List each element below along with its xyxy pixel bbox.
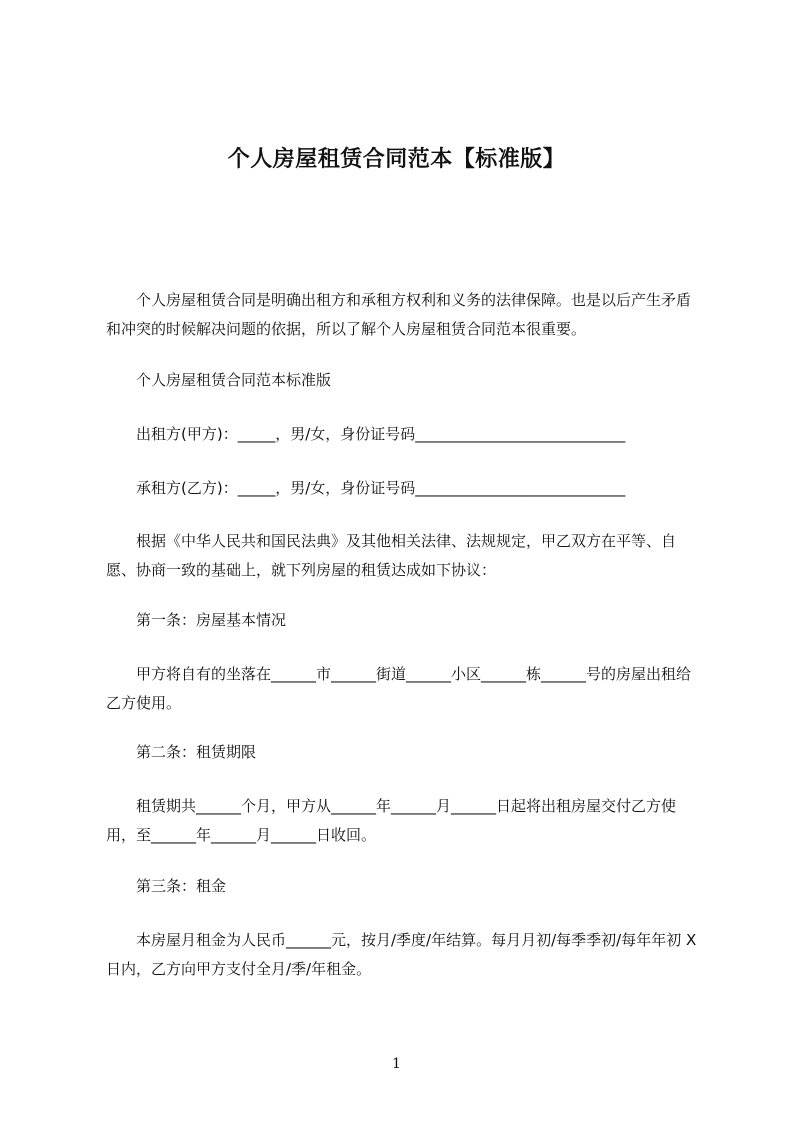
page-number: 1 — [392, 1056, 401, 1072]
article-2-content: 租赁期共______个月，甲方从______年______月______日起将出租房屋交付乙方使用，至______年______月______日收回。 — [106, 797, 677, 844]
intro-paragraph: 个人房屋租赁合同是明确出租方和承租方权利和义务的法律保障。也是以后产生矛盾和冲突的时候解决问题的依据，所以了解个人房屋租赁合同范本很重要。 — [106, 291, 692, 338]
article-3-content: 本房屋月租金为人民币______元，按月/季度/年结算。每月月初/每季季初/每年年初 X 日内，乙方向甲方支付全月/季/年租金。 — [106, 931, 702, 978]
section-heading-standard-version: 个人房屋租赁合同范本标准版 — [136, 371, 332, 389]
article-1-heading: 第一条：房屋基本情况 — [136, 611, 287, 629]
document-title: 个人房屋租赁合同范本【标准版】 — [227, 147, 566, 172]
legal-basis-paragraph: 根据《中华人民共和国民法典》及其他相关法律、法规规定，甲乙双方在平等、自愿、协商一致的基础上，就下列房屋的租赁达成如下协议： — [106, 532, 677, 579]
article-2-heading: 第二条：租赁期限 — [136, 743, 257, 761]
lessor-party-a-line: 出租方(甲方)：_____，男/女，身份证号码____________________________ — [136, 425, 626, 443]
article-1-content: 甲方将自有的坐落在______市______街道______小区______栋______号的房屋出租给乙方使用。 — [106, 665, 692, 712]
article-3-heading: 第三条：租金 — [136, 877, 227, 895]
lessee-party-b-line: 承租方(乙方)：_____，男/女，身份证号码____________________________ — [136, 479, 626, 497]
